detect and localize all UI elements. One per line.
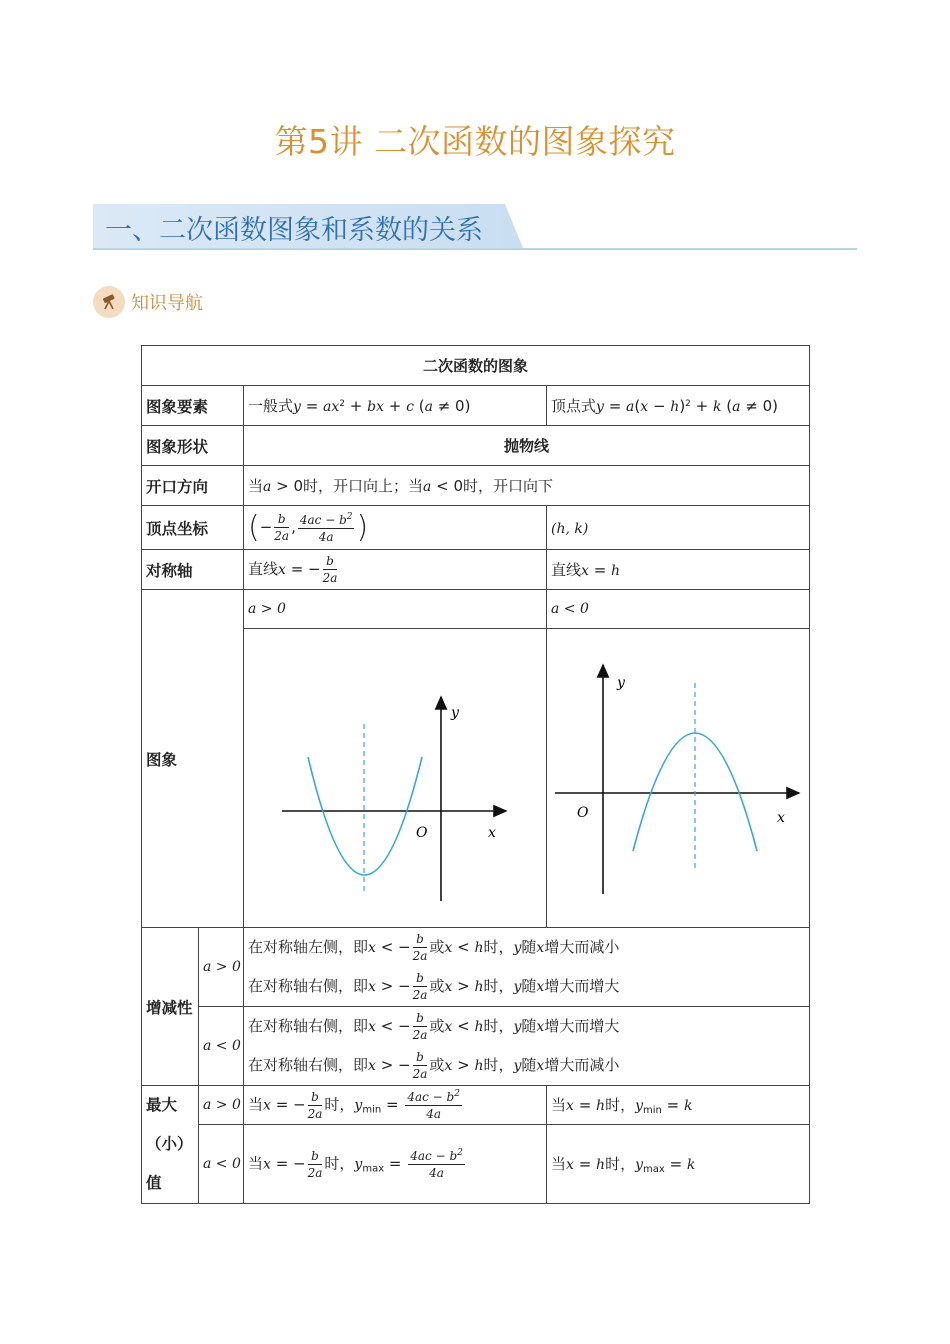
quadratic-table — [141, 345, 810, 1204]
row-label-axis: 对称轴 — [142, 550, 244, 590]
knowledge-nav — [93, 286, 203, 318]
section-heading-text: 一、二次函数图象和系数的关系 — [105, 215, 483, 246]
extreme-neg-general: 当x = − $\frac{b}{2a}$ 时，$y_{max}$ = $\frac{4ac - b^2}{4a}$ — [244, 1125, 547, 1204]
axis-vertex-form: 直线x = h — [547, 550, 810, 590]
axis-y-label-neg: y — [617, 675, 625, 691]
graph-case-pos: a > 0 — [244, 590, 547, 629]
axis-x-label-neg: x — [777, 810, 785, 826]
row-label-graph: 图象 — [142, 590, 244, 928]
row-label-extreme: 最大 （小） 值 — [142, 1086, 199, 1204]
monotonic-case-neg: a < 0 — [199, 1007, 244, 1086]
graph-downward — [547, 629, 810, 928]
opening-value: 当a > 0时，开口向上；当a < 0时，开口向下 — [244, 466, 810, 506]
axis-general: 直线x = − $\frac{b}{2a}$ — [244, 550, 547, 590]
row-label-opening: 开口方向 — [142, 466, 244, 506]
shape-value: 抛物线 — [244, 426, 810, 466]
axis-y-label-pos: y — [451, 705, 459, 721]
table-caption: 二次函数的图象 — [142, 346, 810, 386]
monotonic-case-pos: a > 0 — [199, 928, 244, 1007]
row-label-vertex: 顶点坐标 — [142, 506, 244, 550]
monotonic-pos: 在对称轴左侧，即x < − $\frac{b}{2a}$ 或x < h时，y随x增大而减小 在对称轴右侧，即x > − $\frac{b}{2a}$ 或x > h时，y随x增大而增大 — [244, 928, 810, 1007]
vertex-vertex-form: (h, k) — [547, 506, 810, 550]
row-label-monotonic: 增减性 — [142, 928, 199, 1086]
origin-label-neg: O — [577, 805, 589, 821]
vertex-general: (− $\frac{b}{2a}$ , $\frac{4ac - b^2}{4a}$ ) — [244, 506, 547, 550]
extreme-neg-vertex: 当x = h时，$y_{max} = k$ — [547, 1125, 810, 1204]
nav-label: 知识导航 — [131, 293, 203, 314]
extreme-pos-vertex: 当x = h时，$y_{min} = k$ — [547, 1086, 810, 1125]
page-title: 第5讲 二次函数的图象探究 — [274, 122, 676, 161]
graph-case-neg: a < 0 — [547, 590, 810, 629]
monotonic-neg: 在对称轴右侧，即x < − $\frac{b}{2a}$ 或x < h时，y随x增大而增大 在对称轴右侧，即x > − $\frac{b}{2a}$ 或x > h时，y随x增大而减小 — [244, 1007, 810, 1086]
extreme-pos-general: 当x = − $\frac{b}{2a}$ 时，$y_{min}$ = $\frac{4ac - b^2}{4a}$ — [244, 1086, 547, 1125]
row-label-elements: 图象要素 — [142, 386, 244, 426]
vertex-form-cell: 顶点式$y = a(x - h)^2 + k$ (a ≠ 0) — [547, 386, 810, 426]
extreme-case-neg: a < 0 — [199, 1125, 244, 1204]
origin-label-pos: O — [416, 825, 428, 841]
graph-upward — [244, 629, 547, 928]
section-heading — [93, 204, 857, 250]
telescope-icon — [93, 286, 125, 318]
row-label-shape: 图象形状 — [142, 426, 244, 466]
general-form-cell: 一般式$y = ax^2$ + bx + c (a ≠ 0) — [244, 386, 547, 426]
extreme-case-pos: a > 0 — [199, 1086, 244, 1125]
axis-x-label-pos: x — [488, 825, 496, 841]
